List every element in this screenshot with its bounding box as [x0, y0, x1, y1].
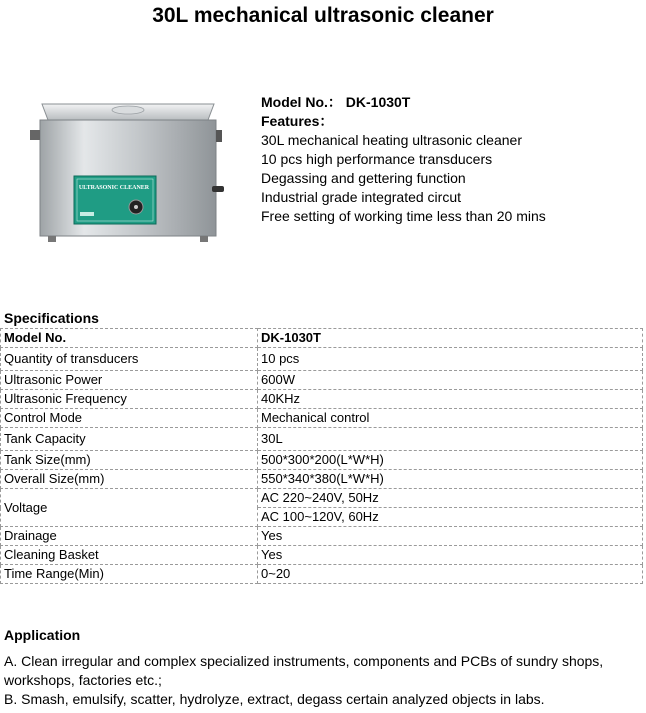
- product-image: [28, 90, 228, 250]
- table-row: [1, 470, 643, 489]
- page-title: 30L mechanical ultrasonic cleaner: [152, 4, 494, 27]
- spec-label: Quantity of transducers: [1, 348, 258, 371]
- feature-item: Free setting of working time less than 20 mins: [261, 208, 546, 224]
- specifications-heading: Specifications: [4, 310, 99, 326]
- spec-value: 30L: [258, 428, 643, 451]
- feature-item: Industrial grade integrated circut: [261, 189, 461, 205]
- features-heading: Features：: [261, 113, 334, 129]
- product-info: [261, 93, 546, 226]
- table-row: [1, 428, 643, 451]
- model-number: Model No.： DK-1030T: [261, 94, 411, 110]
- application-item: A. Clean irregular and complex specialized instruments, components and PCBs of sundry shops, workshops, factories etc.;: [4, 653, 604, 688]
- spec-value: Mechanical control: [258, 409, 643, 428]
- table-header-row: [1, 329, 643, 348]
- spec-value: Yes: [258, 546, 643, 565]
- feature-item: 10 pcs high performance transducers: [261, 151, 493, 167]
- spec-label: Drainage: [1, 527, 258, 546]
- spec-label: Time Range(Min): [1, 565, 258, 584]
- table-row: [1, 348, 643, 371]
- spec-value: 500*300*200(L*W*H): [258, 451, 643, 470]
- spec-value: 550*340*380(L*W*H): [258, 470, 643, 489]
- spec-label: Tank Capacity: [1, 428, 258, 451]
- spec-label: Cleaning Basket: [1, 546, 258, 565]
- spec-value: Yes: [258, 527, 643, 546]
- spec-label: Overall Size(mm): [1, 470, 258, 489]
- table-row: [1, 489, 643, 508]
- application-heading: Application: [4, 627, 81, 643]
- spec-value: DK-1030T: [258, 329, 643, 348]
- spec-value: 40KHz: [258, 390, 643, 409]
- spec-value: 0~20: [258, 565, 643, 584]
- spec-label: Tank Size(mm): [1, 451, 258, 470]
- table-row: [1, 371, 643, 390]
- table-row: [1, 565, 643, 584]
- table-row: [1, 527, 643, 546]
- table-row: [1, 451, 643, 470]
- spec-label: Ultrasonic Frequency: [1, 390, 258, 409]
- spec-value: 600W: [258, 371, 643, 390]
- specifications-table: [0, 328, 643, 584]
- application-item: B. Smash, emulsify, scatter, hydrolyze, extract, degass certain analyzed objects in labs.: [4, 691, 545, 707]
- panel-label: ULTRASONIC CLEANER: [78, 185, 150, 191]
- feature-item: 30L mechanical heating ultrasonic cleaner: [261, 132, 522, 148]
- spec-value: AC 100~120V, 60Hz: [258, 508, 643, 527]
- spec-label: Control Mode: [1, 409, 258, 428]
- spec-label: Ultrasonic Power: [1, 371, 258, 390]
- feature-item: Degassing and gettering function: [261, 170, 466, 186]
- spec-value: AC 220~240V, 50Hz: [258, 489, 643, 508]
- table-row: [1, 409, 643, 428]
- table-row: [1, 390, 643, 409]
- table-row: [1, 546, 643, 565]
- spec-label: Model No.: [1, 329, 258, 348]
- spec-label: Voltage: [1, 489, 258, 527]
- application-list: [4, 652, 644, 709]
- spec-value: 10 pcs: [258, 348, 643, 371]
